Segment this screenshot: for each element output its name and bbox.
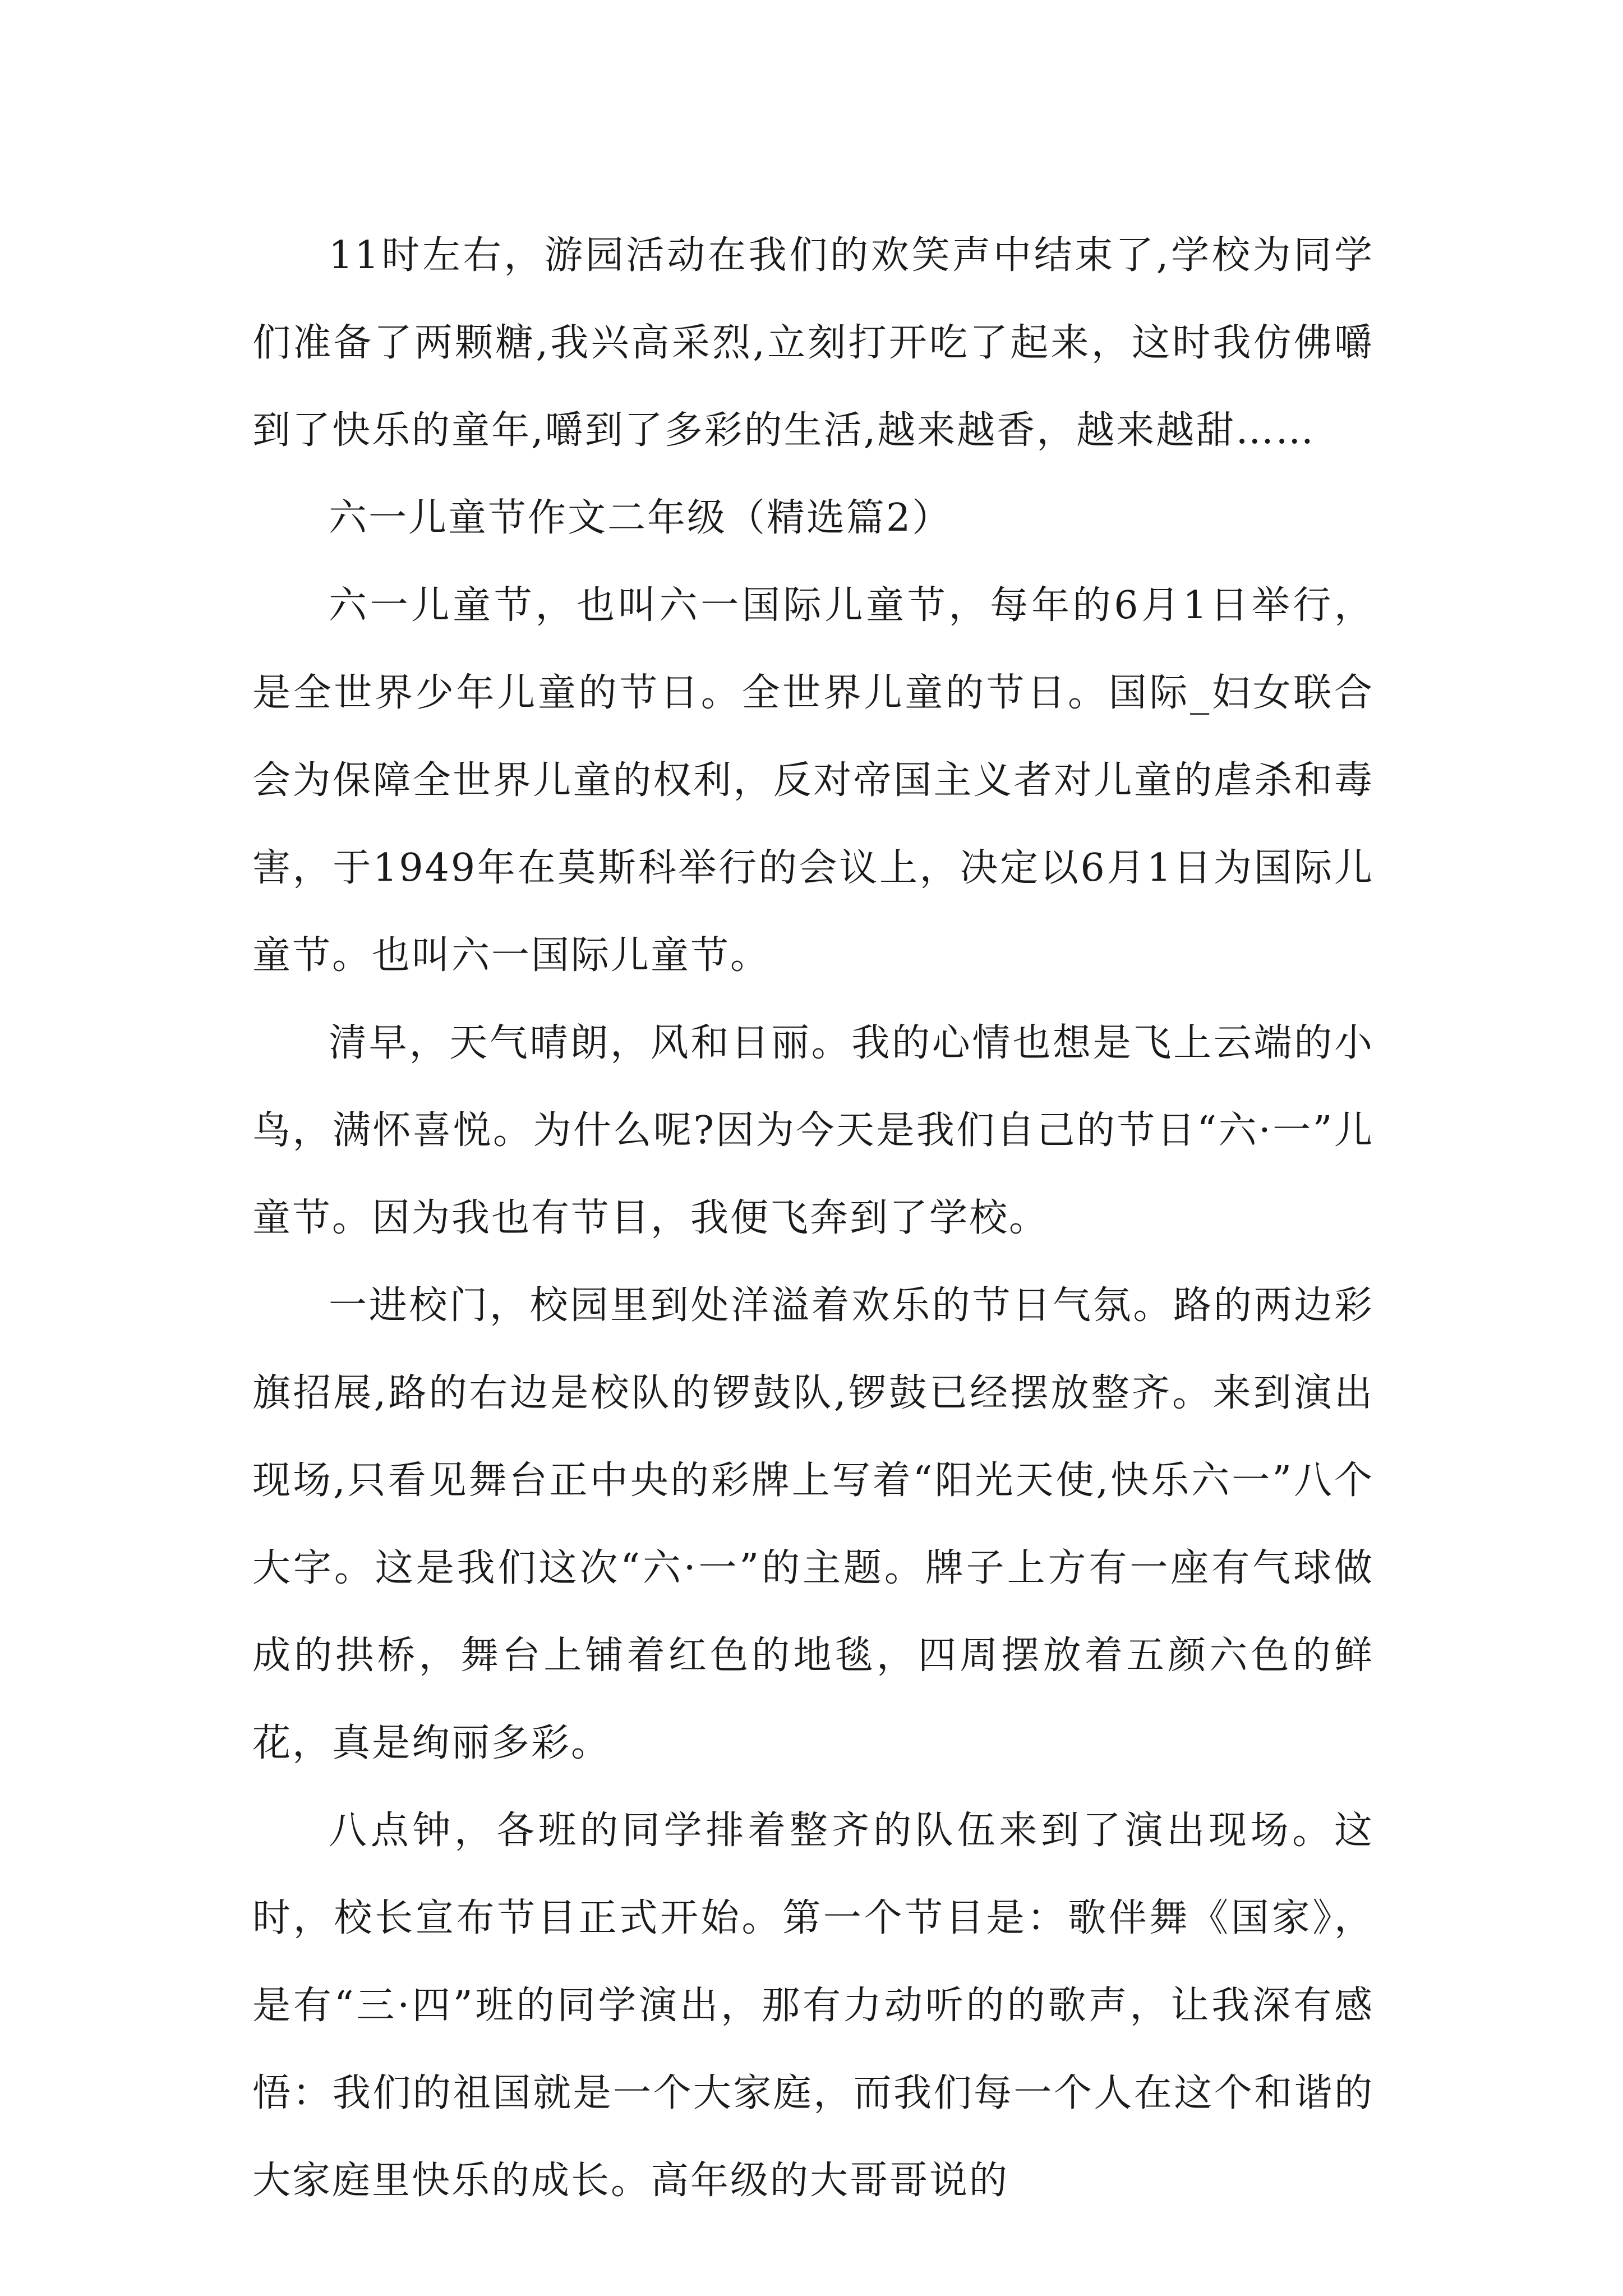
paragraph-5: 八点钟，各班的同学排着整齐的队伍来到了演出现场。这时，校长宣布节目正式开始。第一个节目是：歌伴舞《国家》，是有“三·四”班的同学演出，那有力动听的的歌声，让我深有感悟：我们的祖国就是一个大家庭，而我们每一个人在这个和谐的大家庭里快乐的成长。高年级的大哥哥说的: [252, 1809, 1374, 2203]
section-heading: 六一儿童节作文二年级（精选篇2）: [329, 496, 952, 540]
paragraph-3: 清早，天气晴朗，风和日丽。我的心情也想是飞上云端的小鸟，满怀喜悦。为什么呢?因为今天是我们自己的节日“六·一”儿童节。因为我也有节目，我便飞奔到了学校。: [252, 1021, 1374, 1240]
paragraph-2: 六一儿童节，也叫六一国际儿童节，每年的6月1日举行，是全世界少年儿童的节日。全世界儿童的节日。国际_妇女联合会为保障全世界儿童的权利，反对帝国主义者对儿童的虐杀和毒害，于1949年在莫斯科举行的会议上，决定以6月1日为国际儿童节。也叫六一国际儿童节。: [252, 583, 1374, 978]
paragraph-1: 11时左右，游园活动在我们的欢笑声中结束了,学校为同学们准备了两颗糖,我兴高采烈,立刻打开吃了起来，这时我仿佛嚼到了快乐的童年,嚼到了多彩的生活,越来越香，越来越甜……: [252, 233, 1374, 453]
document-body: [252, 212, 1374, 2225]
paragraph-4: 一进校门，校园里到处洋溢着欢乐的节日气氛。路的两边彩旗招展,路的右边是校队的锣鼓队,锣鼓已经摆放整齐。来到演出现场,只看见舞台正中央的彩牌上写着“阳光天使,快乐六一”八个大字。这是我们这次“六·一”的主题。牌子上方有一座有气球做成的拱桥，舞台上铺着红色的地毯，四周摆放着五颜六色的鲜花，真是绚丽多彩。: [252, 1283, 1374, 1765]
